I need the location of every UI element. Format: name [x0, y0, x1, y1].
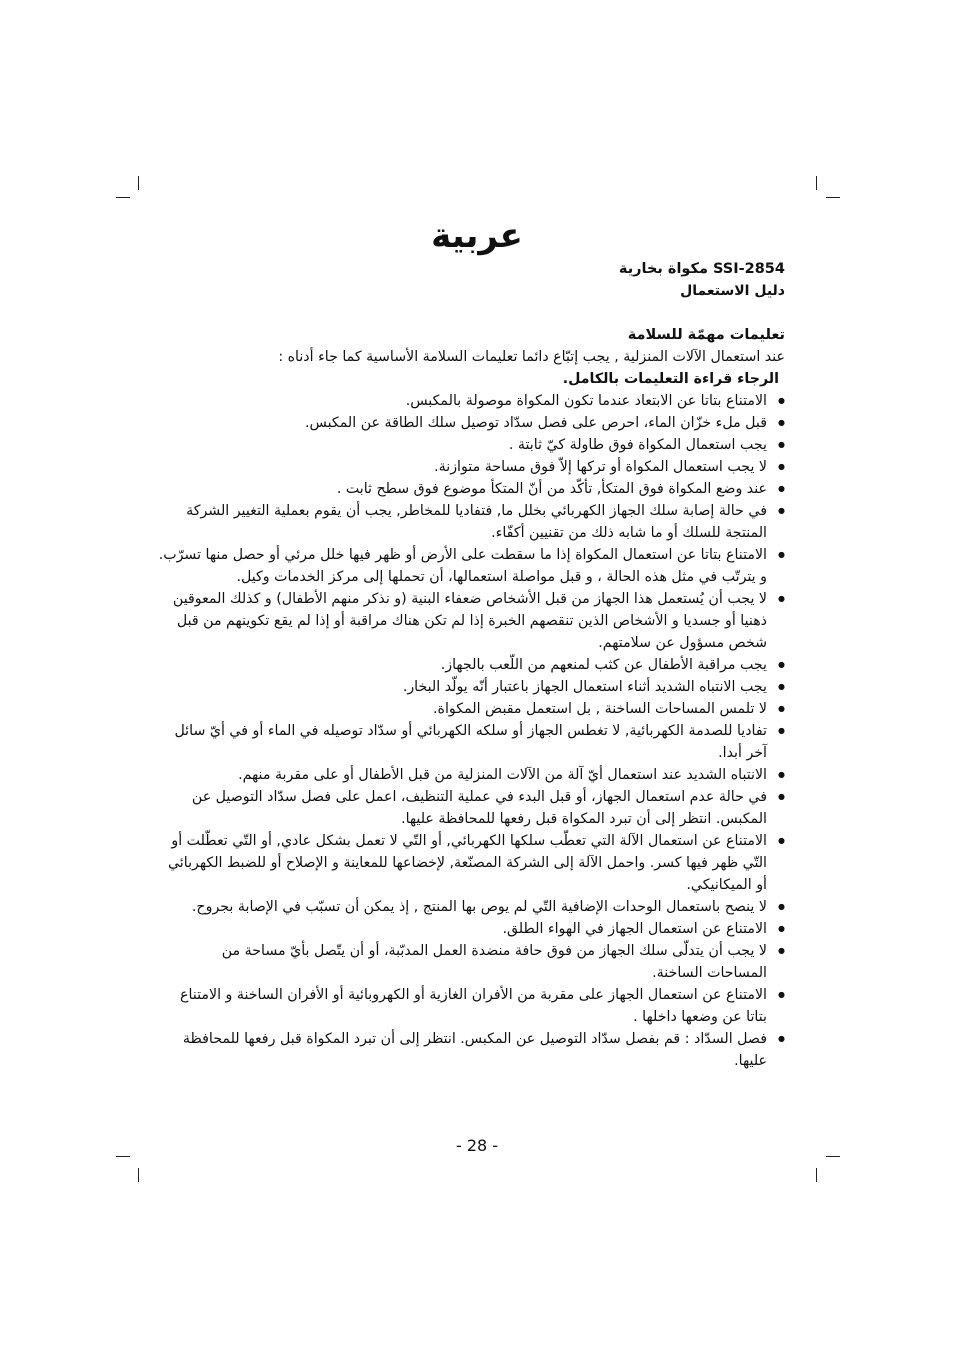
list-item: ● الامتناع عن استعمال الآلة التي تعطّب سلكها الكهربائي, أو التّي لا تعمل بشكل عادي, أو التّي تعطّلت أو التّي ظهر فيها كسر. واحمل الآلة إلى الشركة المصنّعة, لإخضاعها للمعاينة و الإصلاح أو للضبط الكهربائي أو الميكانيكي. [156, 830, 785, 896]
crop-mark [826, 197, 840, 198]
page-title: عربية [431, 216, 523, 256]
list-item: ● لا يجب أن يتدلّى سلك الجهاز من فوق حافة منضدة العمل المدبّبة، أو أن يتّصل بأيّ مساحة من المساحات الساخنة. [170, 940, 785, 984]
list-item: ● الامتناع بتاتا عن الابتعاد عندما تكون المكواة موصولة بالمكبس. [170, 390, 785, 412]
list-item: ● لا يجب أن يُستعمل هذا الجهاز من قبل الأشخاص ضعفاء البنية (و نذكر منهم الأطفال) و كذلك المعوقين ذهنيا أو جسديا و الأشخاص الذين تنقصهم الخبرة إذا لم تكن هناك مراقبة أو إذا لم يقع تكوينهم من قبل شخص مسؤول عن سلامتهم. [156, 588, 785, 654]
list-item: ● عند وضع المكواة فوق المتكأ, تأكّد من أنّ المتكأ موضوع فوق سطح ثابت . [170, 478, 785, 500]
guide-title: دليل الاستعمال [680, 283, 785, 299]
list-item: ● الامتناع بتاتا عن استعمال المكواة إذا ما سقطت على الأرض أو ظهر فيها خلل مرئي أو حصل منها تسرّب. و يترتّب في مثل هذه الحالة ، و قبل مواصلة استعمالها، أن تحملها إلى مركز الخدمات وكيل. [156, 544, 785, 588]
list-item: ● الامتناع عن استعمال الجهاز في الهواء الطلق. [170, 918, 785, 940]
crop-mark [138, 1168, 139, 1182]
list-item: ● يجب مراقبة الأطفال عن كثب لمنعهم من اللّعب بالجهاز. [170, 654, 785, 676]
safety-heading: تعليمات مهمّة للسلامة [627, 327, 785, 343]
list-item: ● لا تلمس المساحات الساخنة , بل استعمل مقبض المكواة. [170, 698, 785, 720]
crop-mark [826, 1156, 840, 1157]
crop-mark [116, 1156, 130, 1157]
list-item: ● لا ينصح باستعمال الوحدات الإضافية التّي لم يوص بها المنتج , إذ يمكن أن تسبّب في الإصابة بجروح. [170, 896, 785, 918]
list-item: ● في حالة إصابة سلك الجهاز الكهربائي بخلل ما, فتفاديا للمخاطر, يجب أن يقوم بعملية التغيير الشركة المنتجة للسلك أو ما شابه ذلك من تقنيين أكفّاء. [170, 500, 785, 544]
list-item: ● فصل السدّاد : قم بفصل سدّاد التوصيل عن المكبس. انتظر إلى أن تبرد المكواة قبل رفعها للمحافظة عليها. [170, 1028, 785, 1072]
crop-mark [116, 197, 130, 198]
list-item: ● الامتناع عن استعمال الجهاز على مقربة من الأفران الغازية أو الكهروبائية أو الأفران الساخنة و الامتناع بتاتا عن وضعها داخلها . [170, 984, 785, 1028]
list-item: ● في حالة عدم استعمال الجهاز، أو قبل البدء في عملية التنظيف، اعمل على فصل سدّاد التوصيل عن المكبس. انتظر إلى أن تبرد المكواة قبل رفعها للمحافظة عليها. [170, 786, 785, 830]
crop-mark [816, 1168, 817, 1182]
safety-intro: عند استعمال الآلات المنزلية , يجب إتبّاع دائما تعليمات السلامة الأساسية كما جاء أدناه : [278, 349, 785, 365]
read-all-note: الرجاء قراءة التعليمات بالكامل. [562, 371, 779, 387]
list-item: ● قبل ملء خزّان الماء، احرص على فصل سدّاد توصيل سلك الطاقة عن المكبس. [170, 412, 785, 434]
safety-list [158, 390, 785, 1072]
manual-body [158, 258, 785, 1072]
crop-mark [816, 176, 817, 190]
model-line: SSI-2854 مكواة بخارية [618, 261, 785, 277]
list-item: ● يجب الانتباه الشديد أثناء استعمال الجهاز باعتبار أنّه يولّد البخار. [170, 676, 785, 698]
list-item: ● يجب استعمال المكواة فوق طاولة كيّ ثابتة . [170, 434, 785, 456]
crop-mark [138, 176, 139, 190]
page-number: - 28 - [455, 1136, 499, 1155]
list-item: ● لا يجب استعمال المكواة أو تركها إلاّ فوق مساحة متوازنة. [170, 456, 785, 478]
list-item: ● الانتباه الشديد عند استعمال أيّ آلة من الآلات المنزلية من قبل الأطفال أو على مقربة منهم. [170, 764, 785, 786]
list-item: ● تفاديا للصدمة الكهربائية, لا تغطس الجهاز أو سلكه الكهربائي أو سدّاد توصيله في الماء أو في أيّ سائل آخر أبدا. [170, 720, 785, 764]
